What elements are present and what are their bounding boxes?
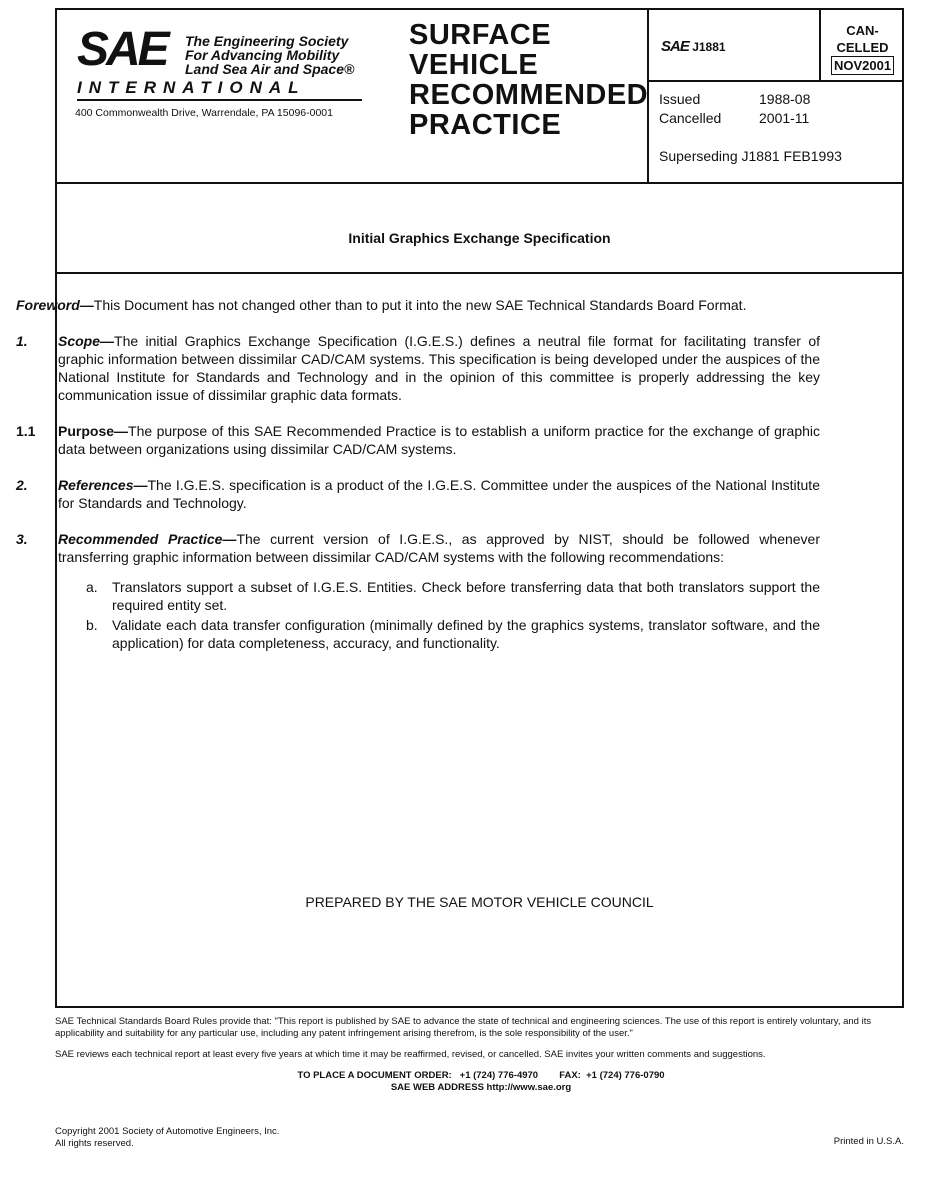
list-item: a. Translators support a subset of I.G.E.S. Entities. Check before transferring data that both translators support the required entity set. (86, 579, 820, 613)
status-cell: CAN- CELLED NOV2001 (821, 10, 904, 82)
document-type: SURFACE VEHICLE RECOMMENDED PRACTICE (409, 19, 649, 141)
sae-logo-block (75, 23, 407, 119)
review-notice: SAE reviews each technical report at least every five years at which time it may be reaffirmed, revised, or cancelled. SAE invites your written comments and suggestions. (55, 1049, 766, 1060)
section-references: 2. References—The I.G.E.S. specification is a product of the I.G.E.S. Committee under the auspices of the National Institute for Standards and Technology. (16, 477, 820, 511)
standard-info-panel (647, 10, 904, 182)
document-body (16, 296, 820, 654)
section-scope: 1. Scope—The initial Graphics Exchange Specification (I.G.E.S.) defines a neutral file format for facilitating transfer of graphic information between dissimilar CAD/CAM systems. This specification is being developed under the auspices of the National Institute for Standards and Technology and in the opinion of this committee is properly addressing the key communication issue of dissimilar graphic data formats. (16, 333, 820, 403)
printed-in: Printed in U.S.A. (833, 1136, 904, 1147)
international-wordmark: INTERNATIONAL (77, 78, 362, 101)
footer (55, 1016, 907, 1094)
document-title: Initial Graphics Exchange Specification (348, 230, 611, 246)
rules-notice: SAE Technical Standards Board Rules provide that: "This report is published by SAE to advance the state of technical and engineering sciences. The use of this report is entirely voluntary, and its applicability and suitability for any particular use, including any patent infringement arising therefrom, is the sole responsibility of the user." (55, 1016, 872, 1039)
superseding: Superseding J1881 FEB1993 (659, 148, 842, 164)
prepared-by: PREPARED BY THE SAE MOTOR VEHICLE COUNCIL (305, 894, 654, 910)
recommendations-list (86, 578, 820, 652)
section-recommended-practice: 3. Recommended Practice—The current version of I.G.E.S., as approved by NIST, should be followed whenever transferring graphic information between dissimilar CAD/CAM systems with the following recommendations: (16, 531, 821, 565)
foreword: Foreword—This Document has not changed other than to put it into the new SAE Technical Standards Board Format. (16, 297, 747, 313)
section-purpose: 1.1 Purpose—The purpose of this SAE Recommended Practice is to establish a uniform practice for the exchange of graphic data between organizations using dissimilar CAD/CAM systems. (16, 423, 820, 457)
cancelled-date: 2001-11 (759, 110, 810, 126)
sae-logo: SAE (77, 23, 167, 76)
copyright: Copyright 2001 Society of Automotive Engineers, Inc. All rights reserved. (55, 1126, 280, 1149)
status-date: NOV2001 (831, 56, 894, 75)
sae-small-logo: SAE (661, 38, 689, 55)
list-item: b. Validate each data transfer configuration (minimally defined by the graphics systems, translator software, and the application) for data completeness, accuracy, and functionality. (86, 617, 820, 651)
title-band (57, 182, 902, 274)
header (57, 10, 902, 184)
issued-date: 1988-08 (759, 91, 811, 107)
order-info: TO PLACE A DOCUMENT ORDER: +1 (724) 776-4970 FAX: +1 (724) 776-0790 SAE WEB ADDRESS http://www.sae.org (297, 1070, 665, 1093)
society-tagline: The Engineering Society For Advancing Mobility Land Sea Air and Space® (185, 33, 355, 77)
dates-block: Issued 1988-08 Cancelled 2001-11 (659, 91, 811, 126)
address: 400 Commonwealth Drive, Warrendale, PA 15096-0001 (75, 107, 333, 119)
standard-number: J1881 (692, 40, 726, 54)
standard-number-cell (649, 10, 821, 82)
